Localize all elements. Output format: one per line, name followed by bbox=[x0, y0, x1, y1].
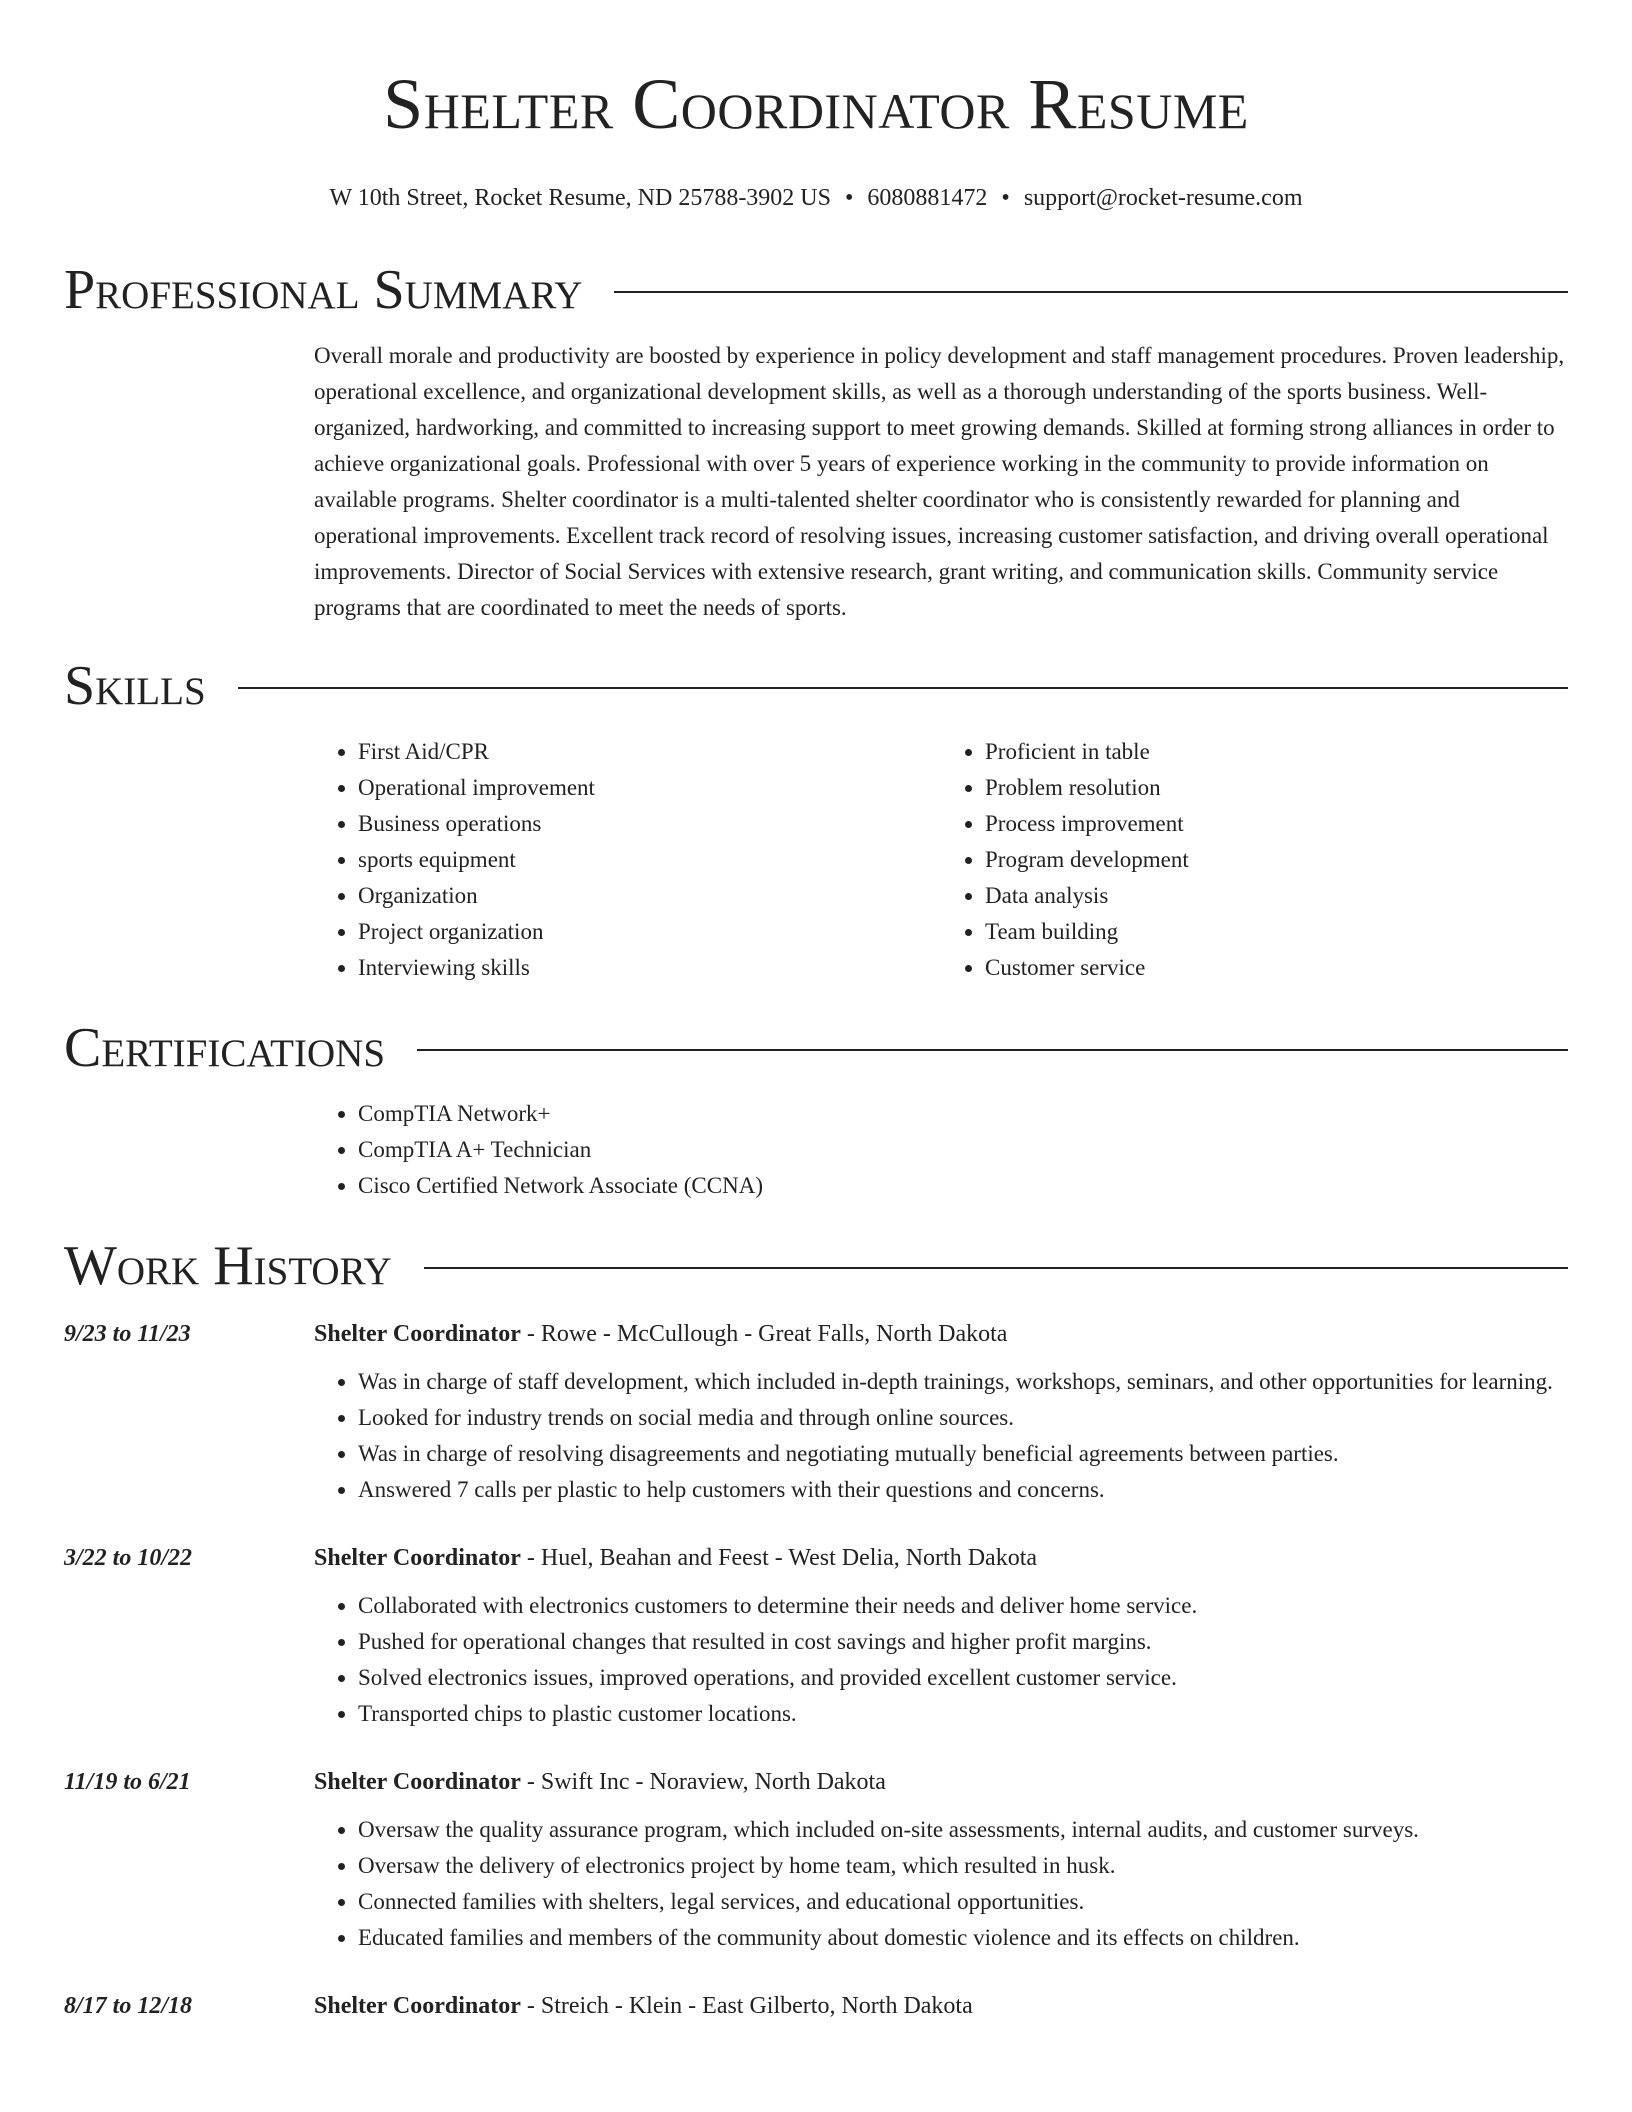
job-bullet: • Was in charge of staff development, which included in-depth trainings, workshops, seminars, and other opportunities for learning. bbox=[358, 1364, 1568, 1400]
job-title: Shelter Coordinator bbox=[314, 1321, 521, 1347]
job-bullet: • Answered 7 calls per plastic to help customers with their questions and concerns. bbox=[358, 1472, 1568, 1508]
job-bullet: • Connected families with shelters, legal services, and educational opportunities. bbox=[358, 1884, 1568, 1920]
job-bullet: • Pushed for operational changes that resulted in cost savings and higher profit margins. bbox=[358, 1624, 1568, 1660]
certifications-heading: Certifications bbox=[64, 1017, 386, 1079]
job-bullet: • Oversaw the quality assurance program, which included on-site assessments, internal audits, and customer surveys. bbox=[358, 1812, 1568, 1848]
contact-address: W 10th Street, Rocket Resume, ND 25788-3902 US bbox=[329, 185, 831, 211]
job-entry bbox=[64, 1990, 1568, 2022]
contact-line bbox=[64, 182, 1568, 214]
skills-section-header bbox=[64, 654, 1568, 718]
contact-email: support@rocket-resume.com bbox=[1023, 185, 1303, 211]
job-bullet: • Oversaw the delivery of electronics project by home team, which resulted in husk. bbox=[358, 1848, 1568, 1884]
skill-item: • Project organization bbox=[358, 914, 941, 950]
skill-item: • First Aid/CPR bbox=[358, 734, 941, 770]
job-title: Shelter Coordinator bbox=[314, 1545, 521, 1571]
certification-item: • CompTIA A+ Technician bbox=[358, 1132, 1568, 1168]
contact-phone: 6080881472 bbox=[867, 185, 988, 211]
job-employer: - Huel, Beahan and Feest - West Delia, North Dakota bbox=[520, 1545, 1038, 1571]
job-title: Shelter Coordinator bbox=[314, 1769, 521, 1795]
certification-item: • CompTIA Network+ bbox=[358, 1096, 1568, 1132]
job-bullet: • Looked for industry trends on social media and through online sources. bbox=[358, 1400, 1568, 1436]
job-employer: - Rowe - McCullough - Great Falls, North Dakota bbox=[520, 1321, 1008, 1347]
job-header bbox=[64, 1318, 1568, 1350]
certification-item: • Cisco Certified Network Associate (CCNA) bbox=[358, 1168, 1568, 1204]
skill-item: • Data analysis bbox=[985, 878, 1568, 914]
job-dates: 3/22 to 10/22 bbox=[64, 1545, 193, 1571]
skill-item: • sports equipment bbox=[358, 842, 941, 878]
summary-heading: Professional Summary bbox=[64, 259, 583, 321]
contact-separator: • bbox=[1001, 185, 1010, 211]
skills-column-left bbox=[314, 734, 941, 986]
summary-section-header bbox=[64, 258, 1568, 322]
skill-item: • Customer service bbox=[985, 950, 1568, 986]
job-bullet: • Solved electronics issues, improved operations, and provided excellent customer service. bbox=[358, 1660, 1568, 1696]
job-dates: 11/19 to 6/21 bbox=[64, 1769, 191, 1795]
job-dates: 9/23 to 11/23 bbox=[64, 1321, 191, 1347]
job-bullet: • Collaborated with electronics customers to determine their needs and deliver home service. bbox=[358, 1588, 1568, 1624]
job-entry bbox=[64, 1766, 1568, 1956]
contact-separator: • bbox=[845, 185, 854, 211]
skills-list bbox=[314, 734, 1568, 986]
section-divider bbox=[417, 1049, 1568, 1051]
job-bullets bbox=[314, 1364, 1568, 1508]
job-employer: - Streich - Klein - East Gilberto, North Dakota bbox=[520, 1993, 973, 2019]
section-divider bbox=[614, 291, 1568, 293]
job-bullet: • Transported chips to plastic customer locations. bbox=[358, 1696, 1568, 1732]
job-header bbox=[64, 1766, 1568, 1798]
skills-column-right bbox=[941, 734, 1568, 986]
certifications-list bbox=[314, 1096, 1568, 1204]
skill-item: • Operational improvement bbox=[358, 770, 941, 806]
skill-item: • Organization bbox=[358, 878, 941, 914]
skill-item: • Program development bbox=[985, 842, 1568, 878]
job-dates: 8/17 to 12/18 bbox=[64, 1993, 193, 2019]
job-employer: - Swift Inc - Noraview, North Dakota bbox=[520, 1769, 886, 1795]
job-bullets bbox=[314, 1812, 1568, 1956]
job-header bbox=[64, 1542, 1568, 1574]
work-history-section-header bbox=[64, 1234, 1568, 1298]
job-bullet: • Was in charge of resolving disagreements and negotiating mutually beneficial agreements between parties. bbox=[358, 1436, 1568, 1472]
skill-item: • Interviewing skills bbox=[358, 950, 941, 986]
skill-item: • Business operations bbox=[358, 806, 941, 842]
skill-item: • Team building bbox=[985, 914, 1568, 950]
skills-heading: Skills bbox=[64, 655, 206, 717]
job-bullet: • Educated families and members of the community about domestic violence and its effects on children. bbox=[358, 1920, 1568, 1956]
job-bullets bbox=[314, 1588, 1568, 1732]
job-header bbox=[64, 1990, 1568, 2022]
section-divider bbox=[424, 1267, 1568, 1269]
skill-item: • Process improvement bbox=[985, 806, 1568, 842]
certifications-section-header bbox=[64, 1016, 1568, 1080]
resume-title: Shelter Coordinator Resume bbox=[383, 64, 1249, 144]
skill-item: • Problem resolution bbox=[985, 770, 1568, 806]
work-history-heading: Work History bbox=[64, 1235, 392, 1297]
job-entry bbox=[64, 1542, 1568, 1732]
job-entry bbox=[64, 1318, 1568, 1508]
section-divider bbox=[238, 687, 1568, 689]
job-title: Shelter Coordinator bbox=[314, 1993, 521, 2019]
summary-text: Overall morale and productivity are boosted by experience in policy development and staff management procedures. Proven leadership, operational excellence, and organizational development skills, as well as a thorough understanding of the sports business. Well-organized, hardworking, and committed to increasing support to meet growing demands. Skilled at forming strong alliances in order to achieve organizational goals. Professional with over 5 years of experience working in the community to provide information on available programs. Shelter coordinator is a multi-talented shelter coordinator who is consistently rewarded for planning and operational improvements. Excellent track record of resolving issues, increasing customer satisfaction, and driving overall operational improvements. Director of Social Services with extensive research, grant writing, and communication skills. Community service programs that are coordinated to meet the needs of sports. bbox=[314, 343, 1565, 620]
skill-item: • Proficient in table bbox=[985, 734, 1568, 770]
